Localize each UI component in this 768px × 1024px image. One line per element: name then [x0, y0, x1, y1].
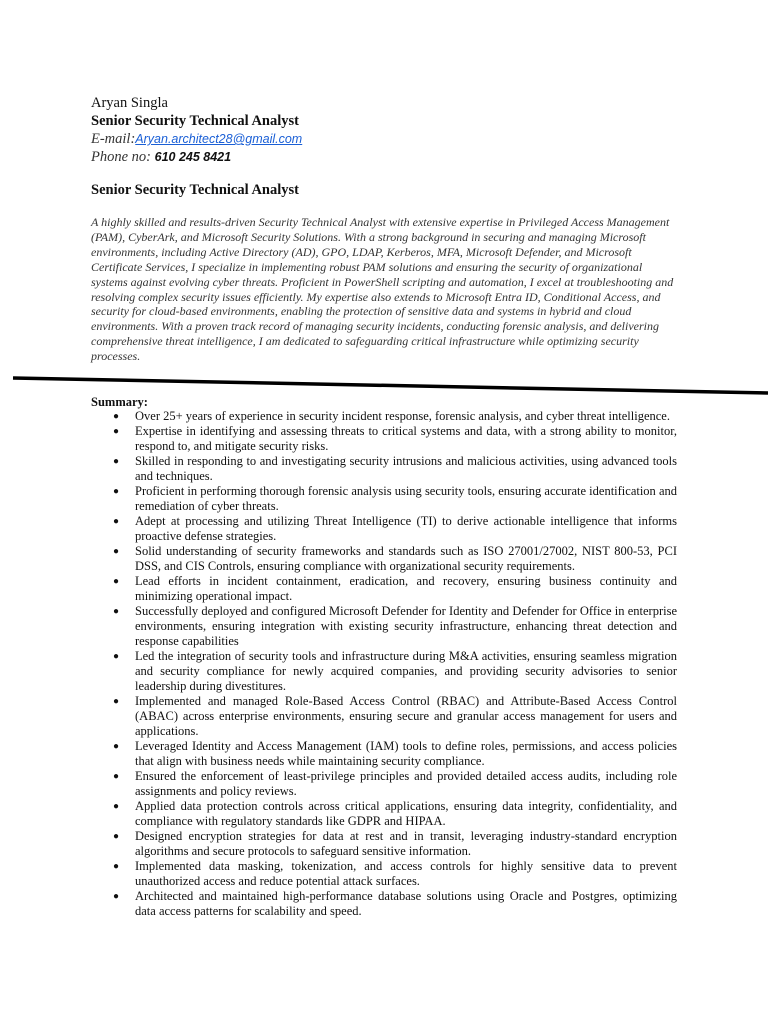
summary-item-text: Leveraged Identity and Access Management (IAM) tools to define roles, permissions, and access policies that align with business needs while maintaining security compliance. — [135, 739, 677, 768]
summary-item — [113, 799, 677, 829]
summary-item-text: Designed encryption strategies for data at rest and in transit, leveraging industry-standard encryption algorithms and secure protocols to safeguard sensitive information. — [135, 829, 677, 858]
summary-item — [113, 514, 677, 544]
email-label: E-mail: — [91, 131, 136, 147]
summary-item-text: Proficient in performing thorough forensic analysis using security tools, ensuring accurate identification and remediation of cyber threats. — [135, 484, 677, 513]
bullet-icon: ● — [113, 861, 120, 872]
bullet-icon: ● — [113, 486, 120, 497]
bullet-icon: ● — [113, 801, 120, 812]
summary-item — [113, 829, 677, 859]
summary-item — [113, 484, 677, 514]
summary-item-text: Applied data protection controls across critical applications, ensuring data integrity, confidentiality, and compliance with regulatory standards like GDPR and HIPAA. — [135, 799, 677, 828]
bullet-icon: ● — [113, 651, 120, 662]
bullet-icon: ● — [113, 576, 120, 587]
summary-item-text: Lead efforts in incident containment, eradication, and recovery, ensuring business continuity and minimizing operational impact. — [135, 574, 677, 603]
summary-item — [113, 604, 677, 649]
summary-item — [113, 859, 677, 889]
summary-item — [113, 454, 677, 484]
summary-item — [113, 424, 677, 454]
summary-item — [113, 544, 677, 574]
bullet-icon: ● — [113, 456, 120, 467]
summary-item — [113, 739, 677, 769]
summary-item-text: Solid understanding of security frameworks and standards such as ISO 27001/27002, NIST 800-53, PCI DSS, and CIS Controls, ensuring compliance with organizational security requirements. — [135, 544, 677, 573]
phone-label: Phone no: — [91, 149, 155, 165]
summary-item — [113, 649, 677, 694]
summary-item-text: Expertise in identifying and assessing threats to critical systems and data, with a strong ability to monitor, respond to, and mitigate security risks. — [135, 424, 677, 453]
contact-header — [91, 94, 302, 166]
summary-heading: Summary: — [91, 395, 148, 409]
email-link[interactable]: Aryan.architect28@gmail.com — [135, 132, 303, 146]
bullet-icon: ● — [113, 741, 120, 752]
bullet-icon: ● — [113, 606, 120, 617]
bullet-icon: ● — [113, 696, 120, 707]
summary-item-text: Architected and maintained high-performance database solutions using Oracle and Postgres, optimizing data access patterns for scalability and speed. — [135, 889, 677, 918]
summary-item-text: Implemented and managed Role-Based Access Control (RBAC) and Attribute-Based Access Control (ABAC) across enterprise environments, ensuring secure and granular access management for users and applications. — [135, 694, 677, 738]
summary-item-text: Over 25+ years of experience in security incident response, forensic analysis, and cyber threat intelligence. — [135, 409, 670, 423]
bullet-icon: ● — [113, 771, 120, 782]
bullet-icon: ● — [113, 426, 120, 437]
bullet-icon: ● — [113, 891, 120, 902]
candidate-name: Aryan Singla — [91, 95, 168, 111]
candidate-title: Senior Security Technical Analyst — [91, 113, 299, 129]
summary-item — [113, 409, 677, 424]
summary-item-text: Ensured the enforcement of least-privilege principles and provided detailed access audits, including role assignments and policy reviews. — [135, 769, 677, 798]
summary-item-text: Implemented data masking, tokenization, and access controls for highly sensitive data to prevent unauthorized access and reduce potential attack surfaces. — [135, 859, 677, 888]
summary-item-text: Led the integration of security tools and infrastructure during M&A activities, ensuring seamless migration and security compliance for newly acquired companies, and providing security advisories to senior leadership during divestitures. — [135, 649, 677, 693]
bio-paragraph: A highly skilled and results-driven Security Technical Analyst with extensive expertise in Privileged Access Management (PAM), CyberArk, and Microsoft Security Solutions. With a strong background in securing and managing Microsoft environments, including Active Directory (AD), GPO, LDAP, Kerberos, MFA, Microsoft Defender, and Microsoft Certificate Services, I specialize in implementing robust PAM solutions and ensuring the security of organizational systems against evolving cyber threats. Proficient in PowerShell scripting and automation, I excel at troubleshooting and resolving complex security issues efficiently. My expertise also extends to Microsoft Entra ID, Conditional Access, and security for cloud-based environments, enabling the protection of sensitive data and systems in hybrid and cloud environments. With a proven track record of managing security incidents, conducting forensic analysis, and delivering comprehensive threat intelligence, I am dedicated to safeguarding critical infrastructure while optimizing security processes. — [91, 215, 674, 364]
summary-item-text: Successfully deployed and configured Microsoft Defender for Identity and Defender for Office in enterprise environments, ensuring integration with existing security infrastructure, enhancing threat detection and response capabilities — [135, 604, 677, 648]
summary-item — [113, 694, 677, 739]
bullet-icon: ● — [113, 411, 120, 422]
bullet-icon: ● — [113, 546, 120, 557]
bullet-icon: ● — [113, 516, 120, 527]
phone-number: 610 245 8421 — [154, 150, 232, 164]
section-title: Senior Security Technical Analyst — [91, 182, 299, 198]
summary-list — [113, 409, 677, 919]
summary-item-text: Skilled in responding to and investigating security intrusions and malicious activities, using advanced tools and techniques. — [135, 454, 677, 483]
summary-item — [113, 769, 677, 799]
summary-item-text: Adept at processing and utilizing Threat Intelligence (TI) to derive actionable intelligence that informs proactive defense strategies. — [135, 514, 677, 543]
summary-item — [113, 889, 677, 919]
summary-item — [113, 574, 677, 604]
bullet-icon: ● — [113, 831, 120, 842]
